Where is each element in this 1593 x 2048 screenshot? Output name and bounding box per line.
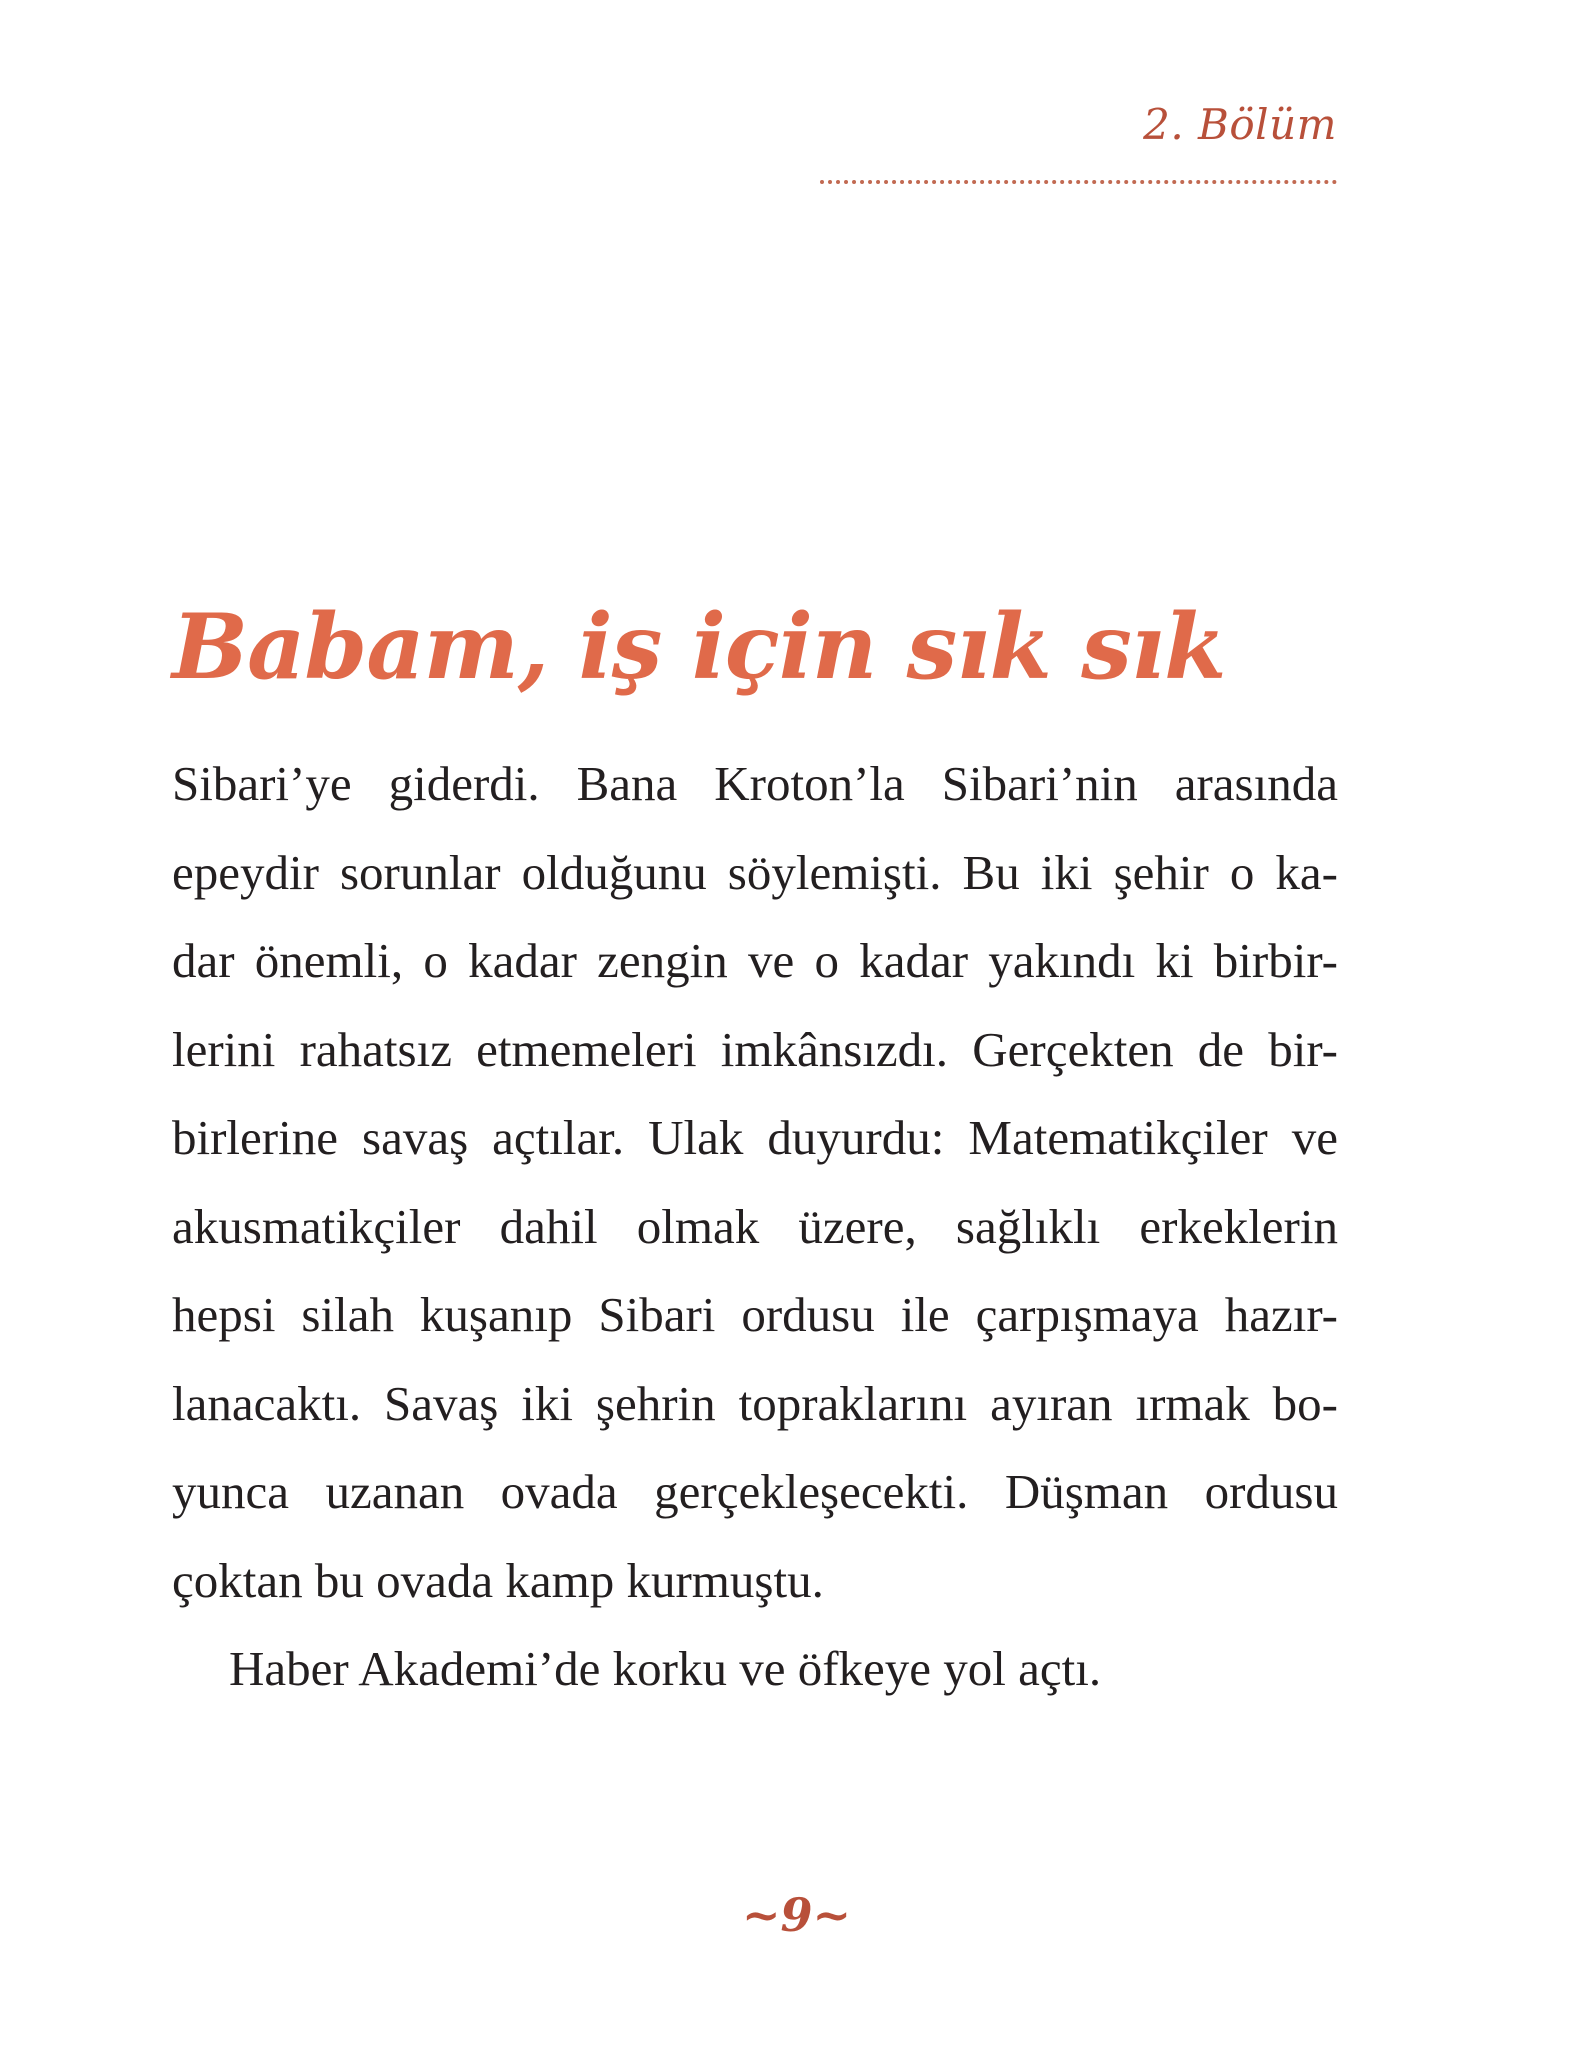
text-line: yunca uzanan ovada gerçekleşecekti. Düşman ordusu [172,1464,1338,1519]
text-line: birlerine savaş açtılar. Ulak duyurdu: Matematikçiler ve [172,1110,1338,1165]
paragraph-2 [172,1625,1338,1714]
text-line: lerini rahatsız etmemeleri imkânsızdı. Gerçekten de bir- [172,1021,1338,1077]
text-line: çoktan bu ovada kamp kurmuştu. [172,1552,824,1608]
text-line: lanacaktı. Savaş iki şehrin topraklarını ayıran ırmak bo- [172,1375,1338,1431]
text-line: hepsi silah kuşanıp Sibari ordusu ile çarpışmaya hazır- [172,1287,1338,1342]
page-number: ~9~ [741,1888,852,1942]
text-line: Haber Akademi’de korku ve öfkeye yol açtı. [229,1641,1102,1696]
body-text [172,740,1338,1714]
text-line: epeydir sorunlar olduğunu söylemişti. Bu iki şehir o ka- [172,844,1338,900]
chapter-opening-heading: Babam, iş için sık sık [172,594,1226,700]
chapter-label: 2. Bölüm [1143,100,1337,149]
paragraph-1 [172,740,1338,1625]
text-line: akusmatikçiler dahil olmak üzere, sağlıklı erkeklerin [172,1198,1338,1254]
text-line: dar önemli, o kadar zengin ve o kadar yakındı ki birbir- [172,933,1338,988]
chapter-divider [820,180,1337,184]
text-line: Sibari’ye giderdi. Bana Kroton’la Sibari’nin arasında [172,756,1338,811]
